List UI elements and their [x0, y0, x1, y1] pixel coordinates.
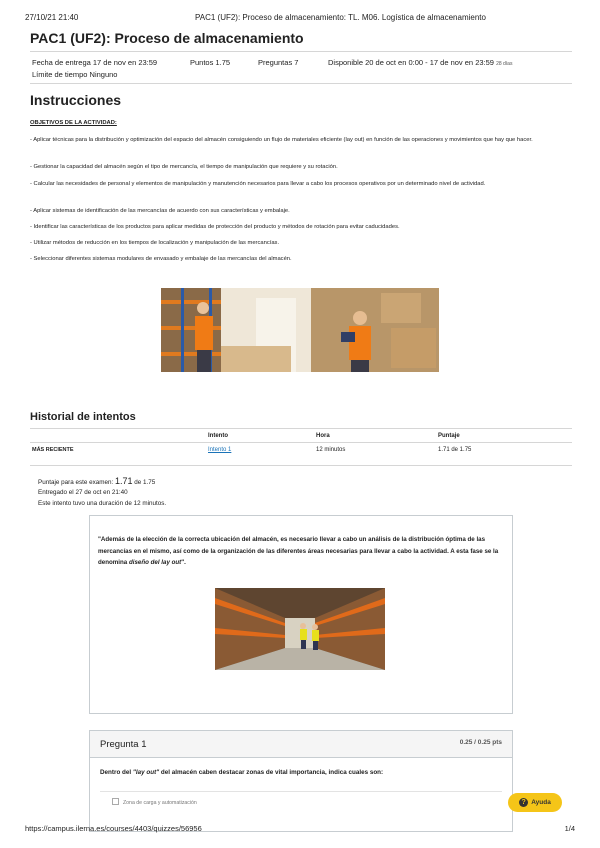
- exam-score-total: de 1.75: [134, 479, 156, 486]
- most-recent-label: MÁS RECIENTE: [32, 447, 74, 453]
- question-text-start: Dentro del: [100, 769, 132, 776]
- column-header-time: Hora: [316, 433, 330, 439]
- due-date: Fecha de entrega 17 de nov en 23:59: [32, 58, 158, 67]
- attempt-time: 12 minutos: [316, 447, 346, 453]
- help-button[interactable]: [508, 793, 562, 812]
- context-text-emphasis: diseño del lay out: [128, 559, 182, 566]
- objectives-label: OBJETIVOS DE LA ACTIVIDAD:: [30, 120, 117, 126]
- exam-score-value: 1.71: [115, 476, 133, 486]
- question-card: [89, 730, 513, 832]
- context-text: [98, 534, 504, 569]
- points-total: Puntos 1.75: [190, 58, 231, 67]
- instructions-heading: Instrucciones: [30, 92, 122, 108]
- exam-score-label: Puntaje para este examen:: [38, 479, 114, 486]
- attempt-score: 1.71 de 1.75: [438, 447, 472, 453]
- attempt-link[interactable]: [208, 447, 231, 453]
- availability-days: 28 días: [496, 61, 513, 67]
- question-text: [100, 769, 383, 776]
- question-points: 0.25 / 0.25 pts: [459, 739, 502, 746]
- page-number: 1/4: [564, 824, 575, 833]
- divider: [30, 428, 572, 429]
- objective-item: - Aplicar sistemas de identificación de las mercancías de acuerdo con sus características y embalaje.: [30, 208, 290, 214]
- divider: [30, 442, 572, 443]
- context-text-end: ".: [181, 559, 186, 566]
- divider: [30, 83, 572, 84]
- time-limit: Límite de tiempo Ninguno: [32, 70, 118, 79]
- question-title: Pregunta 1: [100, 739, 147, 750]
- objective-item: - Calcular las necesidades de personal y elementos de manipulación y manutención necesarios para llevar a cabo los procesos operativos por un determinado nivel de actividad.: [30, 181, 486, 187]
- objective-item: - Seleccionar diferentes sistemas modulares de envasado y embalaje de las mercancías del almacén.: [30, 256, 292, 262]
- submitted-date: Entregado el 27 de oct en 21:40: [38, 489, 128, 496]
- print-date: 27/10/21 21:40: [25, 13, 79, 22]
- question-mark-icon: ?: [519, 798, 528, 807]
- attempt-history-heading: Historial de intentos: [30, 411, 136, 423]
- objective-item: - Gestionar la capacidad del almacén según el tipo de mercancía, el tiempo de manipulación que requiere y su rotación.: [30, 164, 338, 170]
- question-count: Preguntas 7: [258, 58, 299, 67]
- answer-option-label: Zona de carga y automatización: [123, 800, 197, 806]
- divider: [30, 51, 572, 52]
- question-text-emphasis: "lay out": [132, 769, 160, 776]
- page-title: PAC1 (UF2): Proceso de almacenamiento: [30, 30, 304, 46]
- column-header-attempt: Intento: [208, 433, 228, 439]
- exam-score: [38, 476, 155, 486]
- answer-option[interactable]: [112, 798, 197, 806]
- checkbox[interactable]: [112, 798, 119, 805]
- warehouse-aisle-image: [215, 588, 385, 670]
- attempt-link-text[interactable]: Intento 1: [208, 447, 232, 453]
- divider: [30, 465, 572, 466]
- objective-item: - Aplicar técnicas para la distribución y optimización del espacio del almacén consiguiendo un flujo de materiales eficiente (lay out) en función de las operaciones y movimientos que hay que hacer.: [30, 137, 533, 143]
- print-document-title: PAC1 (UF2): Proceso de almacenamiento: TL. M06. Logística de almacenamiento: [195, 13, 486, 22]
- warehouse-workers-image: [161, 288, 439, 372]
- availability: [328, 58, 512, 67]
- attempt-duration: Este intento tuvo una duración de 12 minutos.: [38, 500, 167, 507]
- question-header: [90, 731, 512, 758]
- page-url: https://campus.ilerna.es/courses/4403/quizzes/56956: [25, 824, 202, 833]
- objective-item: - Utilizar métodos de reducción en los tiempos de localización y manipulación de las mercancías.: [30, 240, 280, 246]
- print-footer: [25, 824, 575, 833]
- objective-item: - Identificar las características de los productos para aplicar medidas de protección del producto y métodos de rotación para evitar caducidades.: [30, 224, 400, 230]
- column-header-score: Puntaje: [438, 433, 460, 439]
- question-text-end: del almacén caben destacar zonas de vital importancia, indica cuales son:: [160, 769, 384, 776]
- availability-range: Disponible 20 de oct en 0:00 - 17 de nov en 23:59: [328, 58, 494, 67]
- context-text-body: "Además de la elección de la correcta ubicación del almacén, es necesario llevar a cabo un análisis de la distribución óptima de las mercancías en el mismo, así como de la organización de las diferentes áreas necesarias para llevar a cabo la actividad. A esta fase se la denomina: [98, 536, 499, 566]
- help-button-label: Ayuda: [531, 799, 551, 806]
- divider: [100, 791, 502, 792]
